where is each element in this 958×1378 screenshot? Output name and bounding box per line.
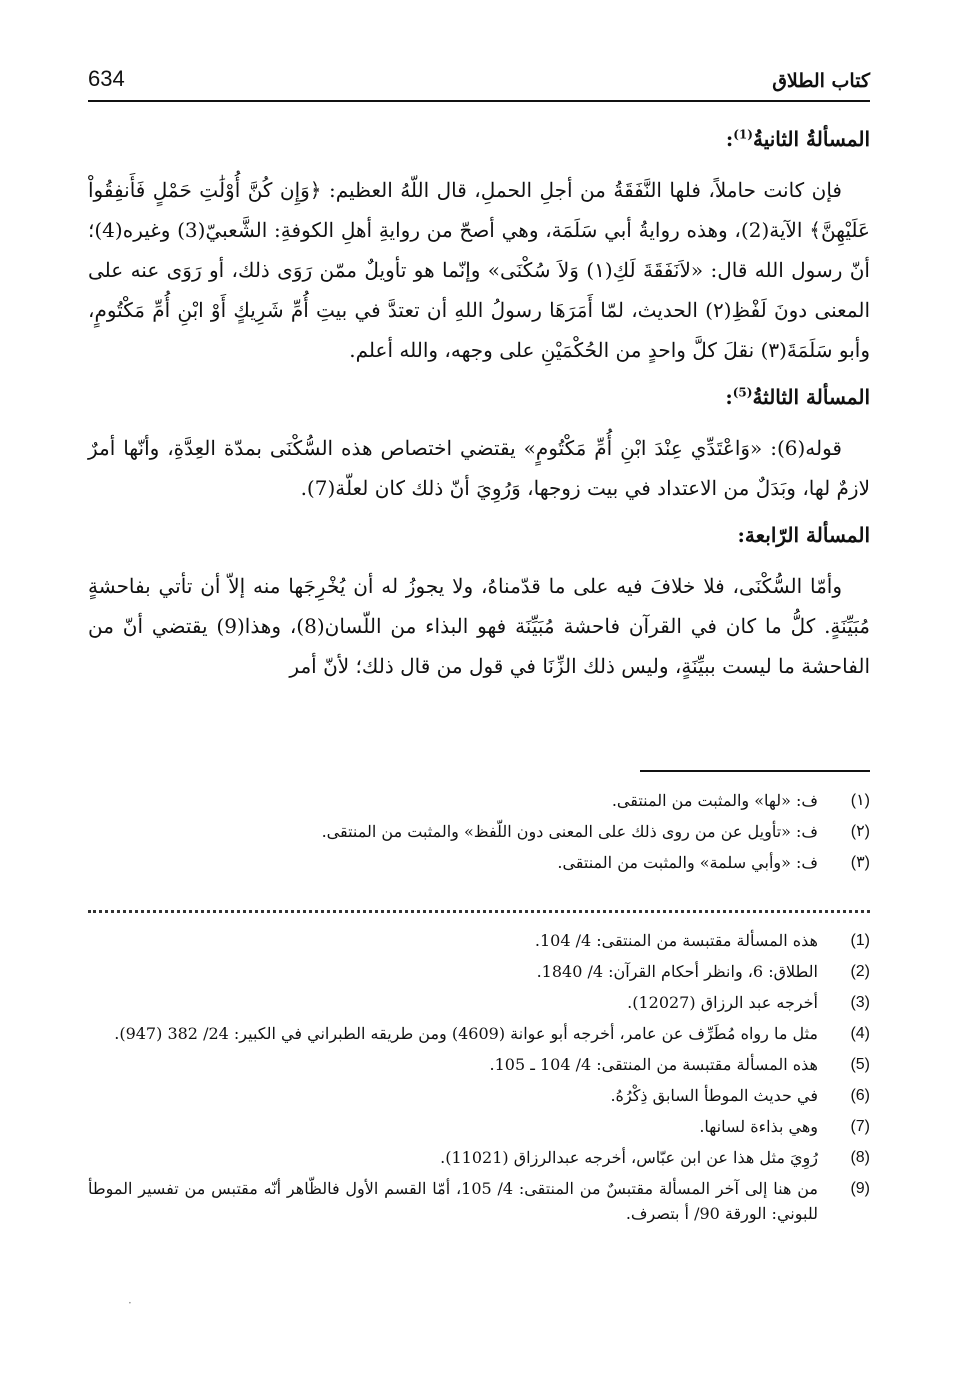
page-number: 634 xyxy=(88,66,125,91)
section-title-text: المسألة الرّابعة xyxy=(744,523,870,547)
footnote xyxy=(88,928,870,953)
section-3 xyxy=(88,382,870,508)
footnote-text: وهي بذاءة لسانها. xyxy=(699,1117,818,1136)
section-title xyxy=(88,124,870,154)
section-title xyxy=(88,382,870,412)
section-2 xyxy=(88,124,870,370)
title-colon: : xyxy=(725,385,733,409)
page-header xyxy=(88,62,870,102)
title-colon: : xyxy=(737,523,745,547)
footnote-number: (5) xyxy=(850,1056,870,1073)
footnote-number: (2) xyxy=(850,963,870,980)
footnote-text: هذه المسألة مقتبسة من المنتقى: 4/ 104. xyxy=(534,931,818,950)
footnote-text: ف: «وأبي سلمة» والمثبت من المنتقى. xyxy=(557,853,818,872)
paragraph: وأمّا السُّكْنَى، فلا خلافَ فيه على ما قدّمناهُ، ولا يجوزُ له أن يُخْرِجَها منه إلاّ أن تأتي بفاحشةٍ مُبَيِّنَةٍ. كلُّ ما كان في القرآن فاحشة مُبَيِّنَة فهو البذاء من اللّسان(8)، وهذا(9) يقتضي أنّ من الفاحشة ما ليست ببيِّنَةٍ، وليس ذلك الزِّنَا في قول من قال ذلك؛ لأنّ أمر xyxy=(88,574,870,678)
dotted-separator xyxy=(88,910,870,913)
footnote-number: (1) xyxy=(850,932,870,949)
footnote xyxy=(88,788,870,813)
footnote-text: رُوِيَ مثل هذا عن ابن عبّاس، أخرجه عبدالرزاق (11021). xyxy=(440,1148,818,1167)
footnote-number: (٣) xyxy=(850,854,870,871)
footnote-number: (7) xyxy=(850,1118,870,1135)
source-footnotes xyxy=(88,928,870,1232)
paragraph: قوله(6): «وَاعْتَدِّي عِنْدَ ابْنِ أُمِّ مَكْتُومٍ» يقتضي اختصاص هذه السُّكْنَى بمدّة العِدَّةِ، وأنّها أمرٌ لازمٌ لها، وبَدَلٌ من الاعتداد في بيت زوجها، وَرُوِيَ أنّ ذلك كان لعلّة(7). xyxy=(88,436,870,500)
main-text xyxy=(88,124,870,698)
footnote-number: (3) xyxy=(850,994,870,1011)
footnote-ref: (5) xyxy=(732,385,753,400)
footnote xyxy=(88,959,870,984)
footnote xyxy=(88,1083,870,1108)
footnote xyxy=(88,1052,870,1077)
footnote xyxy=(88,850,870,875)
footnote-text: من هنا إلى آخر المسألة مقتبسٌ من المنتقى: 4/ 105، أمّا القسم الأول فالظّاهر أنّه مقتبس من تفسير الموطأ للبوني: الورقة 90/ أ بتصرف. xyxy=(88,1179,818,1223)
footnote-number: (4) xyxy=(850,1025,870,1042)
footnote-ref: (1) xyxy=(733,127,753,142)
footnote-number: (٢) xyxy=(850,823,870,840)
footnote-text: في حديث الموطأ السابق ذِكْرُهُ. xyxy=(610,1086,818,1105)
scan-speck: · xyxy=(128,1296,132,1310)
footnote-number: (6) xyxy=(850,1087,870,1104)
variant-footnotes xyxy=(88,788,870,881)
footnote-text: مثل ما رواه مُطَرِّف عن عامر، أخرجه أبو عوانة (4609) ومن طريقه الطبراني في الكبير: 24/ 382 (947). xyxy=(114,1024,818,1043)
footnote xyxy=(88,1114,870,1139)
title-colon: : xyxy=(725,127,734,151)
footnote-number: (8) xyxy=(850,1149,870,1166)
footnote xyxy=(88,1021,870,1046)
paragraph: فإن كانت حاملاً، فلها النَّفَقَةُ من أجلِ الحملِ، قال اللّهُ العظيم: ﴿وَإِن كُنَّ أُوْلَٰتِ حَمْلٍ فَأَنفِقُواْ عَلَيْهِنَّ﴾ الآية(2)، وهذه روايةُ أبي سَلَمَة، وهي أصحّ من روايةِ أهلِ الكوفةِ: الشَّعبيّ(3) وغيره(4)؛ أنّ رسول الله قال: «لاَنَفَقَةَ لَكِ(١) وَلاَ سُكْنَى» وإنّما هو تأويلٌ ممّن رَوَى ذلك، أو رَوَى عنه على المعنى دونَ لَفْظِ(٢) الحديث، لمّا أَمَرَهَا رسولُ اللهِ أن تعتدَّ في بيتِ أُمِّ شَرِيكٍ أَوْ ابْنِ أُمِّ مَكْتُومٍ، وأبو سَلَمَةَ(٣) نقلَ كلَّ واحدٍ من الحُكْمَيْنِ على وجهه، والله أعلم. xyxy=(88,178,871,362)
running-title: كتاب الطلاق xyxy=(772,70,870,92)
footnote-number: (9) xyxy=(850,1180,870,1197)
section-4 xyxy=(88,520,870,686)
footnote-text: أخرجه عبد الرزاق (12027). xyxy=(627,993,818,1012)
footnote xyxy=(88,1145,870,1170)
footnote-separator xyxy=(640,770,870,772)
footnote xyxy=(88,990,870,1015)
footnote-text: ف: «لها» والمثبت من المنتقى. xyxy=(611,791,818,810)
section-title-text: المسألة الثالثةُ xyxy=(752,385,870,409)
footnote-text: ف: «تأويل عن من روى ذلك على المعنى دون اللّفظ» والمثبت من المنتقى. xyxy=(321,822,818,841)
section-title xyxy=(88,520,870,550)
footnote xyxy=(88,1176,870,1226)
footnote-number: (١) xyxy=(850,792,870,809)
section-title-text: المسألةُ الثانيةُ xyxy=(752,127,870,151)
footnote-text: الطلاق: 6، وانظر أحكام القرآن: 4/ 1840. xyxy=(536,962,818,981)
footnote-text: هذه المسألة مقتبسة من المنتقى: 4/ 104 ـ 105. xyxy=(489,1055,818,1074)
footnote xyxy=(88,819,870,844)
